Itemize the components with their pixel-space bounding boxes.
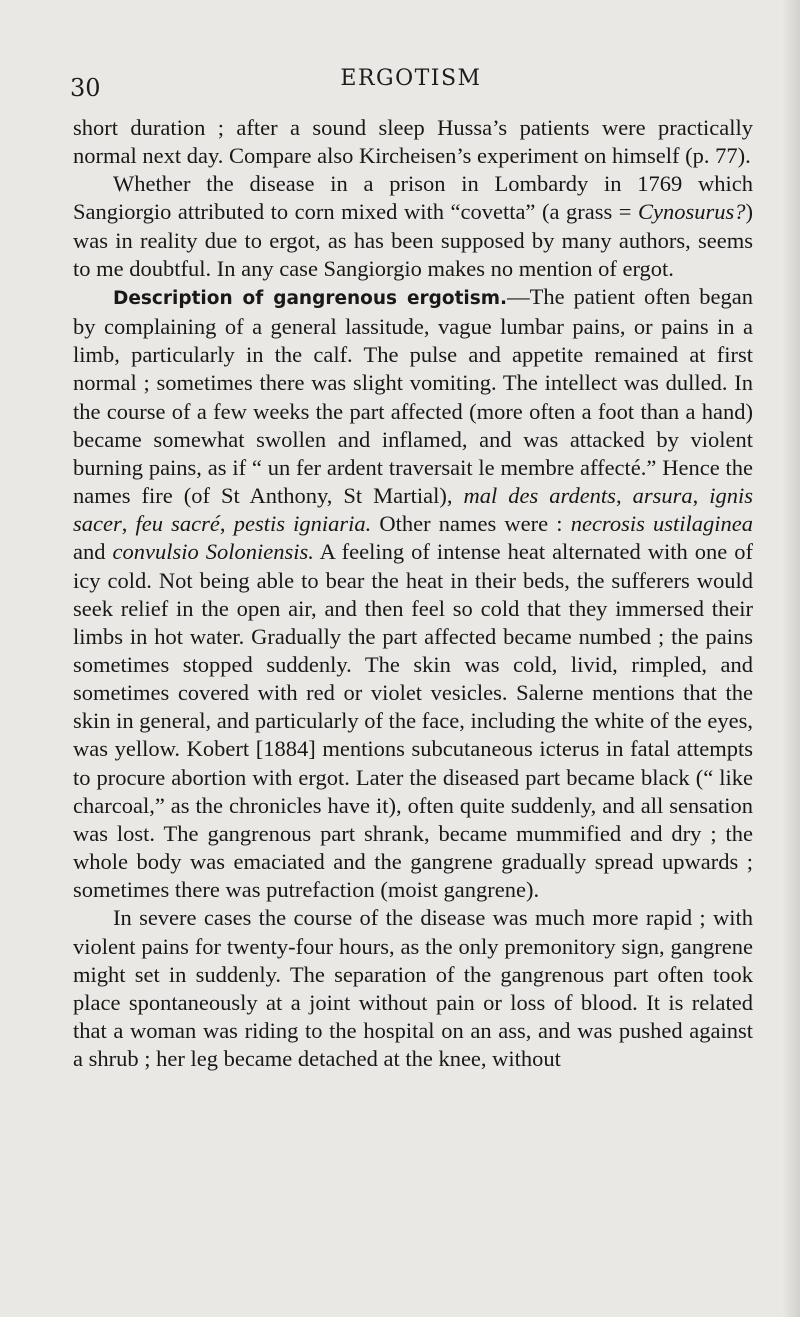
italic-term: mal des ardents [463,483,616,509]
paragraph [73,904,753,1073]
italic-term: Cynosurus? [637,199,746,225]
text-run: ) was in reality due to ergot, as has been supposed by many authors, seems to me doubtful. In any case Sangiorgio makes no mention of ergot. [73,199,753,281]
text-run: , [219,511,234,537]
page-edge-shadow [782,0,800,1317]
running-title: ERGOTISM [340,66,482,91]
text-run: , [121,511,136,537]
text-run: short duration ; after a sound sleep Hussa’s patients were practically normal next day. Compare also Kircheisen’s experiment on himself (p. 77). [73,115,753,169]
italic-term: ignis sacer [73,483,754,537]
italic-term: convulsio Soloniensis. [112,539,314,565]
paragraph [73,170,753,283]
text-run: Other names were : [371,511,571,537]
text-run: , [615,483,633,509]
italic-term: necrosis ustilaginea [570,511,754,537]
text-run: In severe cases the course of the disease was much more rapid ; with violent pains for twenty-four hours, as the only premonitory sign, gangrene might set in suddenly. The separation of the gangrenous part often took place spontaneously at a joint without pain or loss of blood. It is related that a woman was riding to the hospital on an ass, and was pushed against a shrub ; her leg became detached at the knee, without [73,905,753,1072]
paragraph [73,114,753,170]
italic-term: arsura [632,483,693,509]
italic-term: pestis igniaria. [233,511,372,537]
page-number: 30 [70,74,101,102]
paragraph [73,283,753,904]
text-run: —The patient often began by complaining of a general lassitude, vague lumbar pains, or pains in a limb, particularly in the calf. The pulse and appetite remained at first normal ; sometimes there was slight vomiting. The intellect was dulled. In the course of a few weeks the part affected (more often a foot than a hand) became somewhat swollen and inflamed, and was attacked by violent burning pains, as if “ un fer ardent traversait le membre affecté.” Hence the names fire (of St Anthony, St Martial), [73,283,753,509]
text-run: A feeling of intense heat alternated with one of icy cold. Not being able to bear the heat in their beds, the sufferers would seek relief in the open air, and then feel so cold that they immersed their limbs in hot water. Gradually the part affected became numbed ; the pains sometimes stopped suddenly. The skin was cold, livid, rimpled, and sometimes covered with red or violet vesicles. Salerne mentions that the skin in general, and particularly of the face, including the white of the eyes, was yellow. Kobert [1884] mentions subcutaneous icterus in fatal attempts to procure abortion with ergot. Later the diseased part became black (“ like charcoal,” as the chronicles have it), often quite suddenly, and all sensation was lost. The gangrenous part shrank, became mummified and dry ; the whole body was emaciated and the gangrene gradually spread upwards ; sometimes there was putrefaction (moist gangrene). [73,539,754,903]
text-run: Whether the disease in a prison in Lombardy in 1769 which Sangiorgio attributed to corn mixed with “covetta” (a grass = [73,171,753,225]
body-text [73,114,753,1073]
text-run: , [692,483,710,509]
page-header [70,66,752,102]
text-run: and [73,539,113,565]
italic-term: feu sacré [135,511,220,537]
section-heading: Description of gangrenous ergotism. [113,287,508,309]
